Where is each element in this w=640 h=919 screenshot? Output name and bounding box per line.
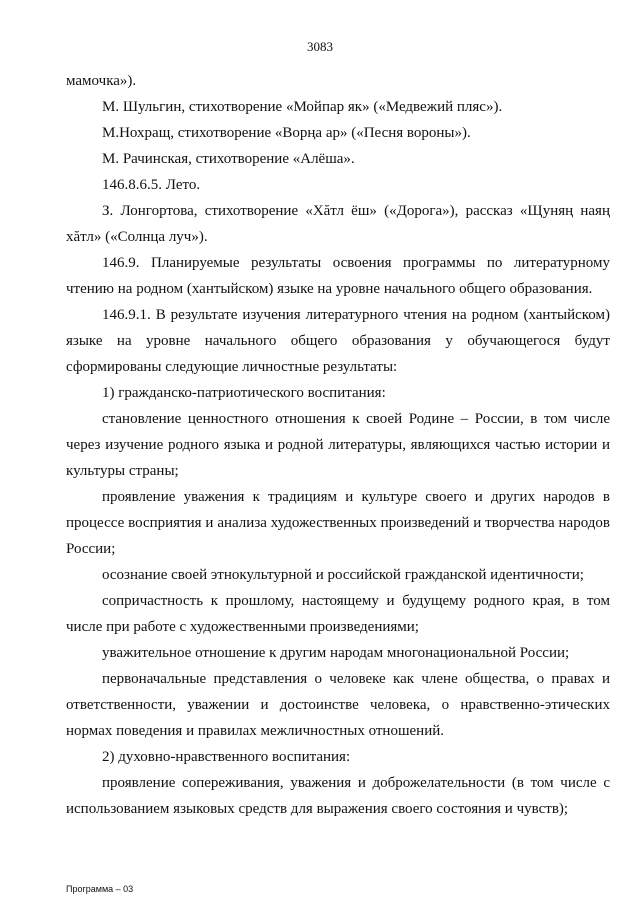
paragraph: М. Рачинская, стихотворение «Алёша». xyxy=(102,151,355,167)
list-item: уважительное отношение к другим народам многонациональной России; xyxy=(102,645,570,661)
list-item: проявление уважения к традициям и культуре своего и других народов в процессе восприятия и анализа художественных произведений и творчества народов России; xyxy=(66,489,610,557)
footer-label: Программа – 03 xyxy=(66,884,134,894)
section-heading: 146.8.6.5. Лето. xyxy=(102,177,201,193)
subsection-heading: 1) гражданско-патриотического воспитания: xyxy=(102,385,386,401)
list-item: первоначальные представления о человеке как члене общества, о правах и ответственности, уважении и достоинстве человека, о нравственно-этических нормах поведения и правилах межличностных отношений. xyxy=(66,671,610,739)
section-heading: 146.9. Планируемые результаты освоения программы по литературному чтению на родном (хантыйском) языке на уровне начального общего образования. xyxy=(66,255,610,297)
list-item: сопричастность к прошлому, настоящему и будущему родного края, в том числе при работе с художественными произведениями; xyxy=(66,593,610,635)
list-item: осознание своей этнокультурной и российской гражданской идентичности; xyxy=(102,567,584,583)
document-body xyxy=(66,68,610,822)
paragraph: М.Нохращ, стихотворение «Ворңа ар» («Песня вороны»). xyxy=(102,125,471,141)
paragraph: М. Шульгин, стихотворение «Мойпар як» («Медвежий пляс»). xyxy=(102,99,503,115)
page-number: 3083 xyxy=(307,39,333,54)
list-item: становление ценностного отношения к своей Родине – России, в том числе через изучение родного языка и родной литературы, являющихся частью истории и культуры страны; xyxy=(66,411,610,479)
list-item: проявление сопереживания, уважения и доброжелательности (в том числе с использованием языковых средств для выражения своего состояния и чувств); xyxy=(66,775,610,817)
paragraph: З. Лонгортова, стихотворение «Хăтл ёш» («Дорога»), рассказ «Щуняң наяң хăтл» («Солнца луч»). xyxy=(66,203,610,245)
paragraph-continuation: мамочка»). xyxy=(66,73,137,89)
paragraph: 146.9.1. В результате изучения литературного чтения на родном (хантыйском) языке на уровне начального общего образования у обучающегося будут сформированы следующие личностные результаты: xyxy=(66,307,610,375)
subsection-heading: 2) духовно-нравственного воспитания: xyxy=(102,749,351,765)
